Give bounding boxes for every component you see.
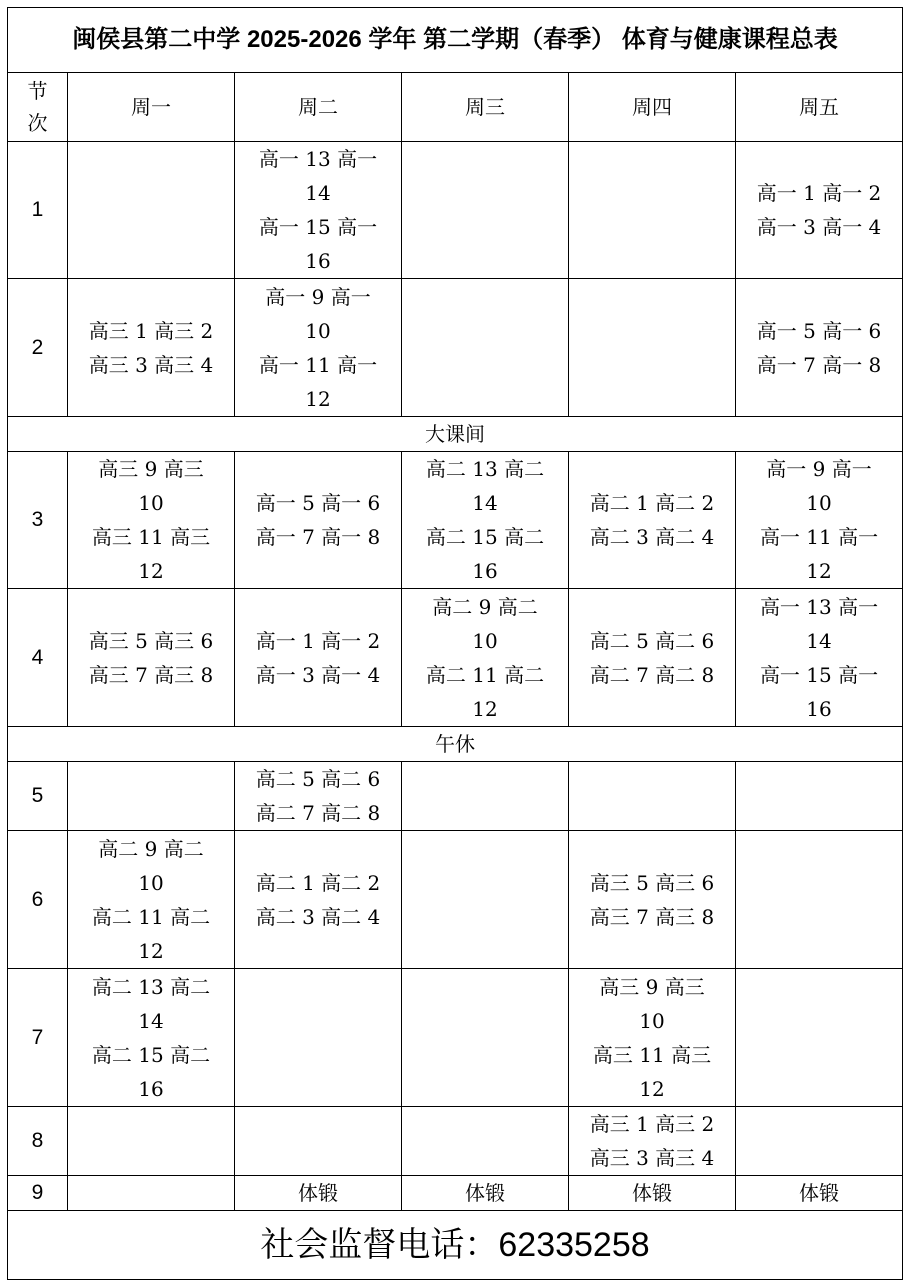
period-header-label: 节次 [27,79,48,135]
class-entry: 12 [138,559,164,583]
class-entry: 12 [472,696,498,721]
period-number: 6 [8,831,68,969]
class-entry: 高二 15 高二 [91,1042,211,1067]
schedule-cell [235,589,402,727]
period-row [8,831,903,969]
class-entry: 高二 13 高二 [425,457,545,481]
schedule-cell [68,279,235,417]
supervision-phone: 社会监督电话：62335258 [8,1211,903,1280]
schedule-cell [736,969,903,1107]
class-entry: 10 [472,628,498,653]
class-entry: 高二 5 高二 6 [255,767,381,791]
class-entry: 高一 5 高一 6 [255,491,381,515]
schedule-cell [235,452,402,589]
class-entry: 高一 11 高一 [759,525,879,549]
schedule-cell [402,279,569,417]
period-row [8,762,903,831]
class-entry: 14 [138,1008,164,1033]
class-entry: 高三 11 高三 [592,1042,712,1067]
schedule-cell [402,1176,569,1211]
schedule-cell [736,831,903,969]
class-entry: 高一 1 高一 2 [255,628,381,653]
schedule-cell [402,1107,569,1176]
class-entry: 高三 5 高三 6 [88,628,214,653]
schedule-cell [402,142,569,279]
class-entry: 14 [472,491,498,515]
class-entry: 体锻 [632,1181,672,1205]
schedule-cell [235,142,402,279]
class-entry: 高一 7 高一 8 [255,525,381,549]
schedule-cell [235,831,402,969]
schedule-cell [68,589,235,727]
break-row [8,727,903,762]
class-entry: 12 [138,938,164,963]
schedule-cell [402,969,569,1107]
schedule-cell [68,1176,235,1211]
schedule-cell [235,969,402,1107]
class-entry: 高二 7 高二 8 [255,801,381,825]
schedule-cell [402,831,569,969]
class-entry: 14 [305,181,331,205]
period-number: 8 [8,1107,68,1176]
class-entry: 高一 1 高一 2 [756,181,882,205]
schedule-cell [736,1107,903,1176]
schedule-cell [68,762,235,831]
class-entry: 高二 1 高二 2 [255,870,381,895]
class-entry: 高二 1 高二 2 [589,491,715,515]
class-entry: 体锻 [298,1181,338,1205]
period-number: 2 [8,279,68,417]
class-entry: 高二 9 高二 [432,594,538,619]
class-entry: 高一 9 高一 [265,284,371,309]
schedule-cell [68,831,235,969]
class-entry: 16 [806,696,832,721]
class-entry: 高三 9 高三 [98,457,204,481]
class-entry: 高三 1 高三 2 [88,318,214,343]
class-entry: 高一 5 高一 6 [756,318,882,343]
day-header: 周三 [402,73,569,142]
schedule-cell [736,142,903,279]
class-entry: 体锻 [465,1181,505,1205]
class-entry: 12 [639,1076,665,1101]
period-number: 4 [8,589,68,727]
class-entry: 高三 1 高三 2 [589,1112,715,1136]
schedule-cell [235,1107,402,1176]
schedule-cell [402,589,569,727]
schedule-cell [569,969,736,1107]
class-entry: 高一 3 高一 4 [756,215,882,239]
period-row [8,1107,903,1176]
period-row [8,452,903,589]
class-entry: 高一 3 高一 4 [255,662,381,687]
class-entry: 高一 9 高一 [766,457,872,481]
class-entry: 16 [138,1076,164,1101]
schedule-cell [569,589,736,727]
class-entry: 高三 11 高三 [91,525,211,549]
class-entry: 高一 11 高一 [258,352,378,377]
period-row [8,969,903,1107]
class-entry: 高一 13 高一 [258,147,378,171]
break-label: 大课间 [8,417,903,452]
class-entry: 高三 7 高三 8 [88,662,214,687]
schedule-cell [736,762,903,831]
period-number: 1 [8,142,68,279]
break-row [8,417,903,452]
schedule-cell [569,142,736,279]
class-entry: 高一 15 高一 [759,662,879,687]
class-entry: 高二 3 高二 4 [255,904,381,929]
period-number: 3 [8,452,68,589]
class-entry: 高三 3 高三 4 [88,352,214,377]
class-entry: 高二 3 高二 4 [589,525,715,549]
schedule-cell [569,762,736,831]
break-label: 午休 [8,727,903,762]
schedule-cell [402,762,569,831]
period-row [8,589,903,727]
schedule-cell [569,1176,736,1211]
schedule-cell [68,969,235,1107]
period-row [8,1176,903,1211]
class-entry: 10 [138,870,164,895]
period-number: 9 [8,1176,68,1211]
schedule-cell [68,452,235,589]
class-entry: 高一 15 高一 [258,215,378,239]
schedule-cell [736,1176,903,1211]
class-entry: 高三 3 高三 4 [589,1146,715,1170]
page-title: 闽侯县第二中学 2025-2026 学年 第二学期（春季） 体育与健康课程总表 [8,8,903,73]
class-entry: 高一 7 高一 8 [756,352,882,377]
class-entry: 10 [806,491,832,515]
class-entry: 高三 9 高三 [599,974,705,999]
day-header: 周一 [68,73,235,142]
schedule-cell [235,279,402,417]
day-header: 周四 [569,73,736,142]
schedule-cell [68,142,235,279]
schedule-cell [569,1107,736,1176]
class-entry: 高三 7 高三 8 [589,904,715,929]
period-row [8,279,903,417]
schedule-cell [235,762,402,831]
class-entry: 14 [806,628,832,653]
class-entry: 10 [639,1008,665,1033]
period-number: 5 [8,762,68,831]
class-entry: 16 [305,249,331,273]
schedule-cell [402,452,569,589]
class-entry: 高二 5 高二 6 [589,628,715,653]
schedule-cell [569,279,736,417]
schedule-cell [569,452,736,589]
class-entry: 12 [806,559,832,583]
class-entry: 高二 11 高二 [91,904,211,929]
class-entry: 高一 13 高一 [759,594,879,619]
class-entry: 高二 13 高二 [91,974,211,999]
day-header: 周二 [235,73,402,142]
class-entry: 10 [138,491,164,515]
class-entry: 10 [305,318,331,343]
period-header [8,73,68,142]
day-header: 周五 [736,73,903,142]
class-entry: 高二 11 高二 [425,662,545,687]
schedule-cell [569,831,736,969]
pe-schedule-table [7,7,903,1280]
class-entry: 高二 15 高二 [425,525,545,549]
class-entry: 高二 9 高二 [98,836,204,861]
class-entry: 16 [472,559,498,583]
schedule-cell [736,452,903,589]
schedule-cell [68,1107,235,1176]
class-entry: 高三 5 高三 6 [589,870,715,895]
period-row [8,142,903,279]
class-entry: 体锻 [799,1181,840,1205]
period-number: 7 [8,969,68,1107]
schedule-cell [736,589,903,727]
class-entry: 12 [305,386,331,411]
class-entry: 高二 7 高二 8 [589,662,715,687]
schedule-cell [736,279,903,417]
schedule-cell [235,1176,402,1211]
